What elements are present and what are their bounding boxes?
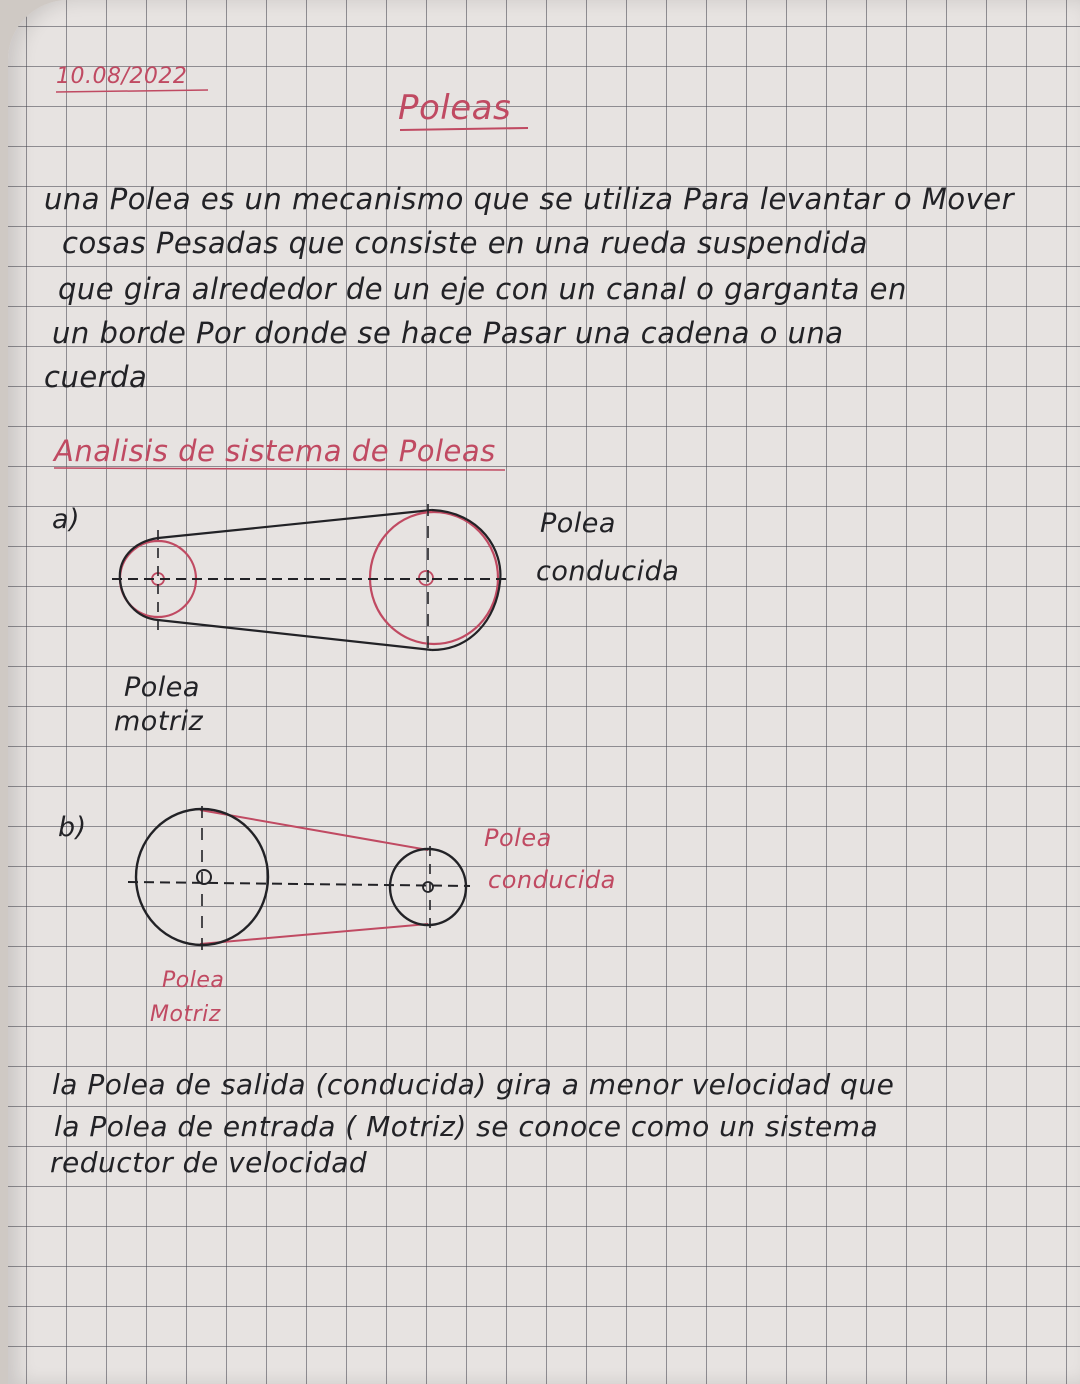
diagram-b-driver-label-1: Polea — [162, 968, 225, 993]
diagram-a-driven-label-2: conducida — [536, 556, 680, 587]
belt-bottom — [158, 620, 432, 650]
definition-line: cosas Pesadas que consiste en una rueda suspendida — [62, 226, 868, 260]
belt-top — [158, 510, 432, 538]
diagram-a — [112, 504, 506, 656]
title-underline — [400, 128, 528, 130]
conclusion-line: la Polea de salida (conducida) gira a menor velocidad que — [52, 1068, 895, 1101]
date: 10.08/2022 — [56, 64, 188, 89]
belt-bottom — [200, 924, 428, 944]
driven-pulley — [390, 849, 466, 925]
diagram-b-driver-label-2: Motriz — [150, 1002, 221, 1027]
belt-top — [200, 810, 428, 850]
diagram-b-driven-label-1: Polea — [484, 824, 552, 852]
definition-line: una Polea es un mecanismo que se utiliza Para levantar o Mover — [44, 182, 1015, 216]
definition-line: que gira alrededor de un eje con un canal o garganta en — [58, 272, 907, 306]
conclusion-line: reductor de velocidad — [50, 1146, 368, 1179]
diagram-a-driver-label-1: Polea — [124, 672, 200, 703]
definition-line: cuerda — [44, 360, 148, 394]
definition-line: un borde Por donde se hace Pasar una cadena o una — [52, 316, 844, 350]
diagram-b-marker: b) — [58, 812, 87, 843]
diagram-a-marker: a) — [52, 504, 81, 535]
diagram-b — [128, 806, 470, 950]
section-title-underline — [54, 468, 505, 470]
diagram-b-driven-label-2: conducida — [488, 866, 616, 894]
section-title: Analisis de sistema de Poleas — [54, 434, 496, 468]
diagram-a-driver-label-2: motriz — [114, 706, 204, 737]
page-title: Poleas — [398, 88, 512, 128]
conclusion-line: la Polea de entrada ( Motriz) se conoce como un sistema — [54, 1110, 879, 1143]
date-underline — [56, 90, 208, 92]
driven-axle — [423, 882, 433, 892]
center-line — [128, 882, 470, 886]
diagram-a-driven-label-1: Polea — [540, 508, 616, 539]
